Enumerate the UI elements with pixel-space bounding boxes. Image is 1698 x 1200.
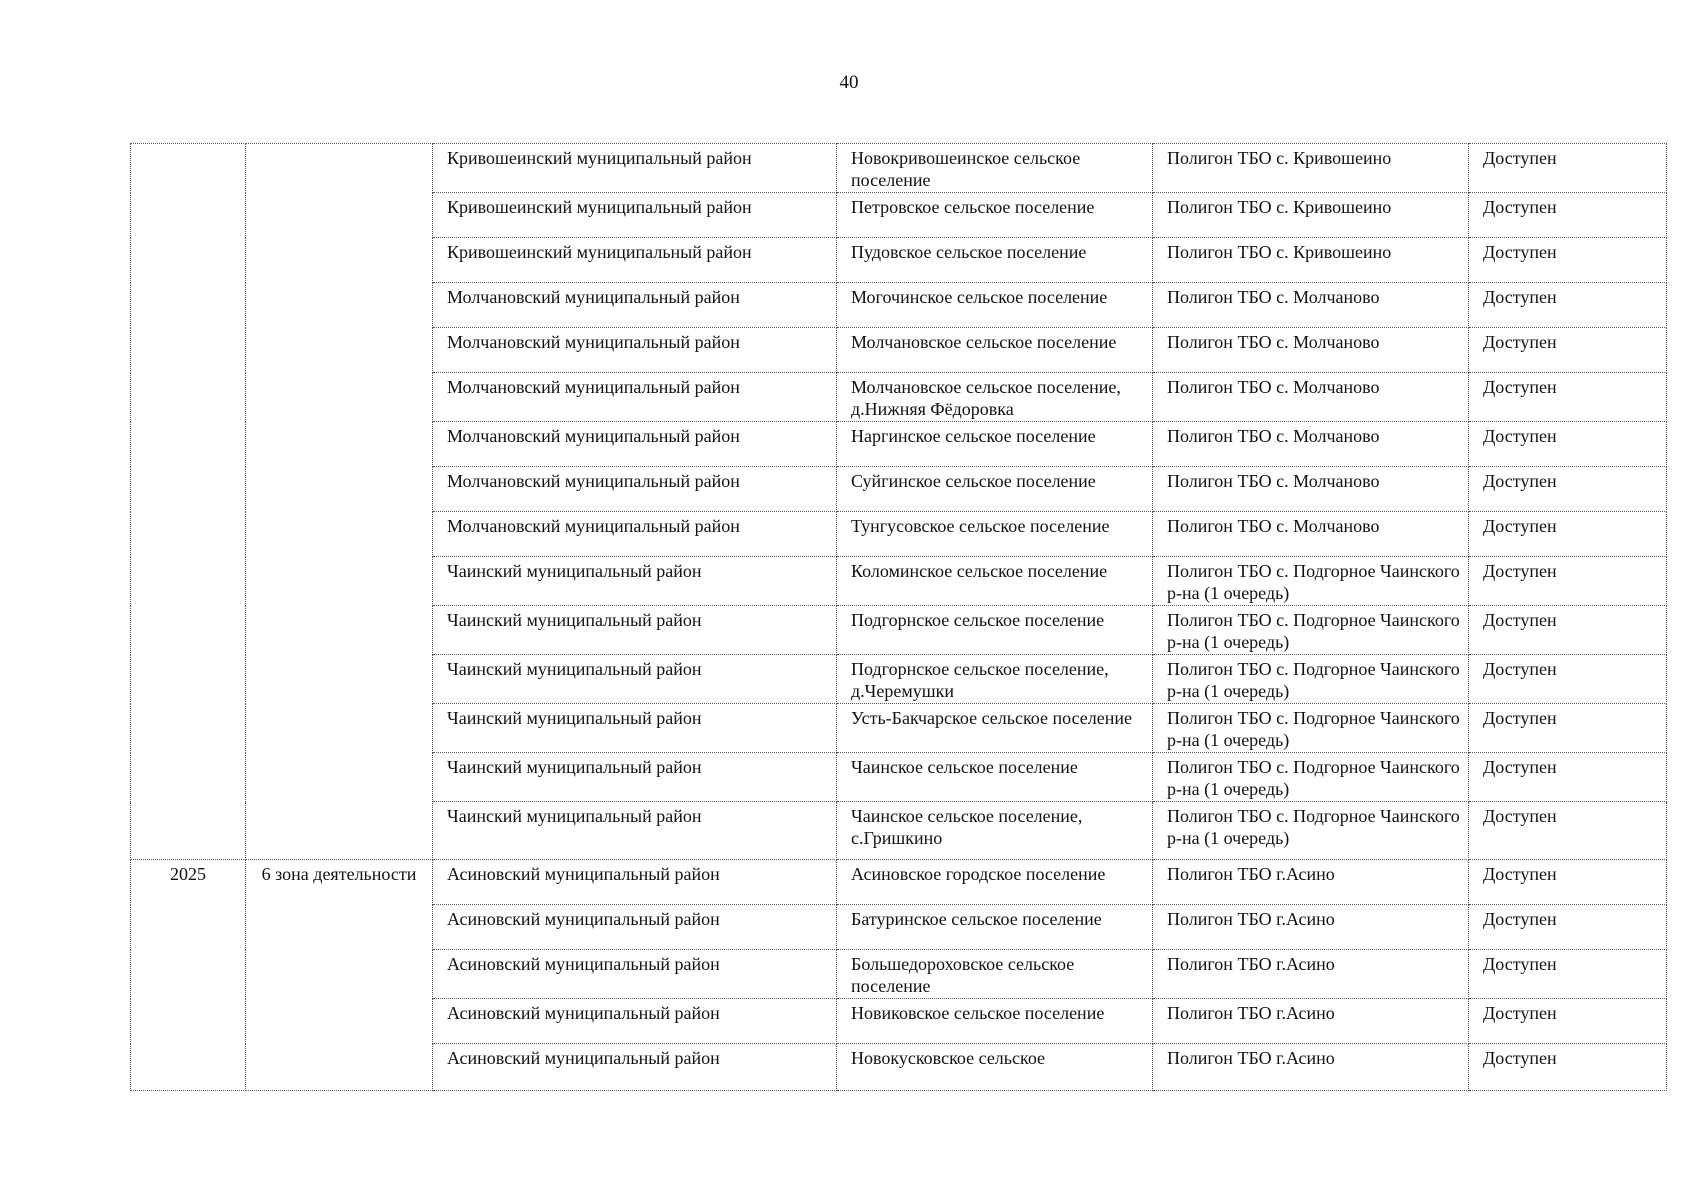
status-cell: Доступен (1469, 606, 1667, 655)
page-number: 40 (839, 72, 859, 93)
status-cell: Доступен (1469, 193, 1667, 238)
district-cell: Молчановский муниципальный район (433, 467, 837, 512)
table-row (131, 860, 1667, 905)
district-cell: Кривошеинский муниципальный район (433, 238, 837, 283)
district-cell: Асиновский муниципальный район (433, 905, 837, 950)
landfill-cell: Полигон ТБО с. Подгорное Чаинского р-на (1 очередь) (1153, 557, 1469, 606)
status-cell: Доступен (1469, 144, 1667, 193)
settlement-cell: Асиновское городское поселение (837, 860, 1153, 905)
district-cell: Кривошеинский муниципальный район (433, 144, 837, 193)
landfill-cell: Полигон ТБО г.Асино (1153, 1044, 1469, 1091)
status-cell: Доступен (1469, 704, 1667, 753)
district-cell: Молчановский муниципальный район (433, 328, 837, 373)
landfill-cell: Полигон ТБО с. Подгорное Чаинского р-на (1 очередь) (1153, 802, 1469, 860)
status-cell: Доступен (1469, 753, 1667, 802)
district-cell: Чаинский муниципальный район (433, 606, 837, 655)
status-cell: Доступен (1469, 512, 1667, 557)
district-cell: Молчановский муниципальный район (433, 422, 837, 467)
status-cell: Доступен (1469, 999, 1667, 1044)
settlement-cell: Пудовское сельское поселение (837, 238, 1153, 283)
status-cell: Доступен (1469, 422, 1667, 467)
year-cell (131, 144, 246, 860)
settlement-cell: Батуринское сельское поселение (837, 905, 1153, 950)
district-cell: Чаинский муниципальный район (433, 753, 837, 802)
district-cell: Молчановский муниципальный район (433, 283, 837, 328)
landfill-cell: Полигон ТБО г.Асино (1153, 860, 1469, 905)
status-cell: Доступен (1469, 467, 1667, 512)
landfill-cell: Полигон ТБО с. Кривошеино (1153, 144, 1469, 193)
status-cell: Доступен (1469, 655, 1667, 704)
status-cell: Доступен (1469, 557, 1667, 606)
settlement-cell: Подгорнское сельское поселение (837, 606, 1153, 655)
district-cell: Асиновский муниципальный район (433, 1044, 837, 1091)
zone-cell: 6 зона деятельности (246, 860, 433, 1091)
district-cell: Чаинский муниципальный район (433, 557, 837, 606)
district-cell: Асиновский муниципальный район (433, 860, 837, 905)
landfill-cell: Полигон ТБО с. Кривошеино (1153, 238, 1469, 283)
settlement-cell: Молчановское сельское поселение, д.Нижняя Фёдоровка (837, 373, 1153, 422)
settlement-cell: Усть-Бакчарское сельское поселение (837, 704, 1153, 753)
zone-cell (246, 144, 433, 860)
status-cell: Доступен (1469, 1044, 1667, 1091)
landfill-cell: Полигон ТБО с. Подгорное Чаинского р-на (1 очередь) (1153, 606, 1469, 655)
landfill-cell: Полигон ТБО с. Молчаново (1153, 328, 1469, 373)
settlement-cell: Новокусковское сельское (837, 1044, 1153, 1091)
landfill-cell: Полигон ТБО с. Подгорное Чаинского р-на (1 очередь) (1153, 704, 1469, 753)
landfill-cell: Полигон ТБО с. Кривошеино (1153, 193, 1469, 238)
settlement-cell: Тунгусовское сельское поселение (837, 512, 1153, 557)
status-cell: Доступен (1469, 373, 1667, 422)
district-cell: Чаинский муниципальный район (433, 802, 837, 860)
year-cell: 2025 (131, 860, 246, 1091)
district-cell: Молчановский муниципальный район (433, 373, 837, 422)
landfill-cell: Полигон ТБО с. Подгорное Чаинского р-на (1 очередь) (1153, 753, 1469, 802)
landfill-cell: Полигон ТБО с. Молчаново (1153, 467, 1469, 512)
status-cell: Доступен (1469, 950, 1667, 999)
status-cell: Доступен (1469, 328, 1667, 373)
district-cell: Чаинский муниципальный район (433, 655, 837, 704)
settlement-cell: Чаинское сельское поселение (837, 753, 1153, 802)
settlement-cell: Большедороховское сельское поселение (837, 950, 1153, 999)
landfill-table (130, 143, 1667, 1091)
settlement-cell: Чаинское сельское поселение, с.Гришкино (837, 802, 1153, 860)
status-cell: Доступен (1469, 905, 1667, 950)
district-cell: Чаинский муниципальный район (433, 704, 837, 753)
status-cell: Доступен (1469, 802, 1667, 860)
district-cell: Асиновский муниципальный район (433, 999, 837, 1044)
landfill-cell: Полигон ТБО с. Подгорное Чаинского р-на (1 очередь) (1153, 655, 1469, 704)
district-cell: Молчановский муниципальный район (433, 512, 837, 557)
table-row (131, 144, 1667, 193)
landfill-cell: Полигон ТБО с. Молчаново (1153, 512, 1469, 557)
district-cell: Кривошеинский муниципальный район (433, 193, 837, 238)
settlement-cell: Коломинское сельское поселение (837, 557, 1153, 606)
status-cell: Доступен (1469, 283, 1667, 328)
district-cell: Асиновский муниципальный район (433, 950, 837, 999)
settlement-cell: Молчановское сельское поселение (837, 328, 1153, 373)
settlement-cell: Подгорнское сельское поселение, д.Черемушки (837, 655, 1153, 704)
landfill-cell: Полигон ТБО г.Асино (1153, 999, 1469, 1044)
landfill-cell: Полигон ТБО с. Молчаново (1153, 422, 1469, 467)
settlement-cell: Новиковское сельское поселение (837, 999, 1153, 1044)
landfill-cell: Полигон ТБО г.Асино (1153, 950, 1469, 999)
settlement-cell: Могочинское сельское поселение (837, 283, 1153, 328)
landfill-cell: Полигон ТБО с. Молчаново (1153, 373, 1469, 422)
landfill-cell: Полигон ТБО с. Молчаново (1153, 283, 1469, 328)
settlement-cell: Петровское сельское поселение (837, 193, 1153, 238)
settlement-cell: Новокривошеинское сельское поселение (837, 144, 1153, 193)
status-cell: Доступен (1469, 238, 1667, 283)
settlement-cell: Наргинское сельское поселение (837, 422, 1153, 467)
status-cell: Доступен (1469, 860, 1667, 905)
landfill-cell: Полигон ТБО г.Асино (1153, 905, 1469, 950)
settlement-cell: Суйгинское сельское поселение (837, 467, 1153, 512)
